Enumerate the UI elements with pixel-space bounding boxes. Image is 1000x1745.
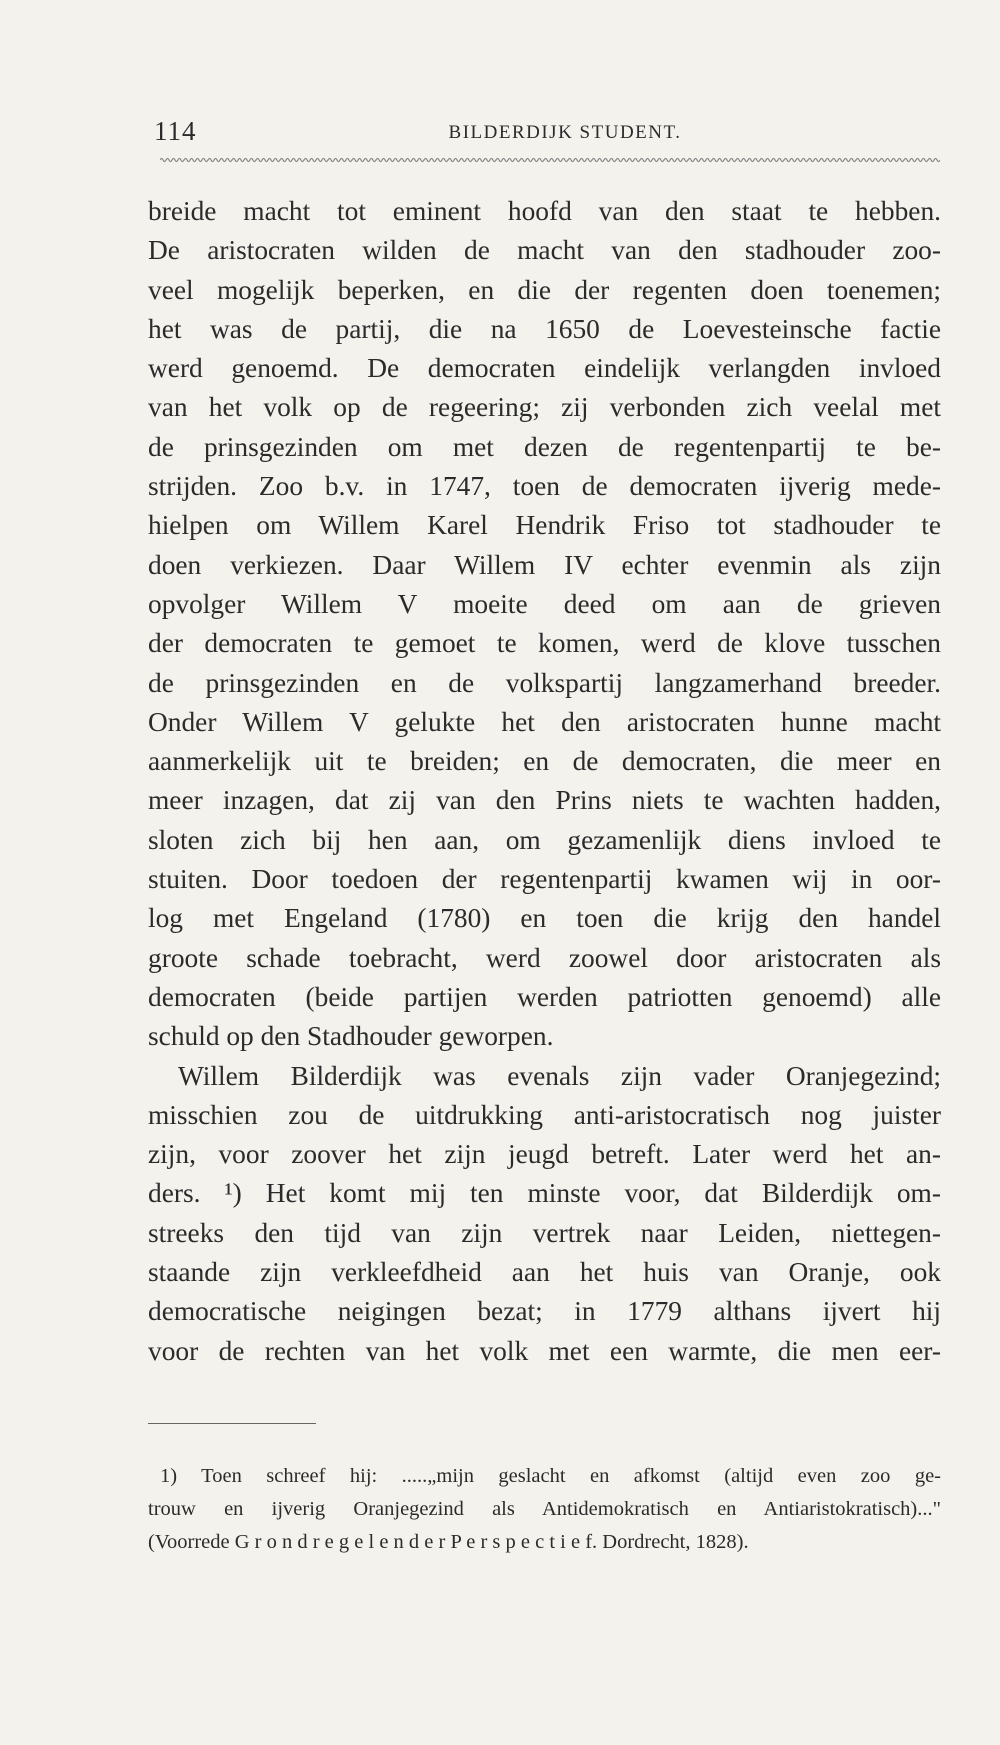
footnotes: [148, 1460, 941, 1559]
text-line: de prinsgezinden en de volkspartij langzamerhand breeder.: [148, 667, 941, 698]
text-line: werd genoemd. De democraten eindelijk verlangden invloed: [148, 353, 941, 384]
text-line: stuiten. Door toedoen der regentenpartij kwamen wij in oor-: [148, 864, 941, 895]
text-line: log met Engeland (1780) en toen die krijg den handel: [148, 903, 941, 934]
text-line: democratische neigingen bezat; in 1779 althans ijvert hij: [148, 1296, 941, 1327]
text-line: De aristocraten wilden de macht van den stadhouder zoo-: [148, 235, 941, 266]
text-line: het was de partij, die na 1650 de Loevesteinsche factie: [148, 313, 941, 344]
text-line: hielpen om Willem Karel Hendrik Friso tot stadhouder te: [148, 510, 941, 541]
running-head: BILDERDIJK STUDENT.: [448, 122, 682, 143]
page-number: 114: [154, 116, 197, 146]
text-line: voor de rechten van het volk met een warmte, die men eer-: [148, 1335, 941, 1366]
text-line: Willem Bilderdijk was evenals zijn vader Oranjegezind;: [178, 1060, 941, 1091]
text-line: van het volk op de regeering; zij verbonden zich veelal met: [148, 392, 941, 423]
text-line: doen verkiezen. Daar Willem IV echter evenmin als zijn: [148, 549, 941, 580]
text-line: schuld op den Stadhouder geworpen.: [148, 1021, 554, 1052]
text-line: aanmerkelijk uit te breiden; en de democraten, die meer en: [148, 746, 941, 777]
footnote-line: trouw en ijverig Oranjegezind als Antidemokratisch en Antiaristokratisch)...": [148, 1498, 941, 1520]
text-line: groote schade toebracht, werd zoowel door aristocraten als: [148, 942, 941, 973]
text-line: staande zijn verkleefdheid aan het huis van Oranje, ook: [148, 1257, 941, 1288]
text-line: meer inzagen, dat zij van den Prins niets te wachten hadden,: [148, 785, 941, 816]
text-line: breide macht tot eminent hoofd van den staat te hebben.: [148, 196, 941, 226]
footnote-divider: [148, 1423, 316, 1424]
body-text: [148, 192, 941, 1371]
text-line: streeks den tijd van zijn vertrek naar Leiden, niettegen-: [148, 1217, 941, 1248]
text-line: sloten zich bij hen aan, om gezamenlijk diens invloed te: [148, 824, 941, 855]
footnote-line: (Voorrede G r o n d r e g e l e n d e r P e r s p e c t i e f. Dordrecht, 1828).: [148, 1531, 749, 1553]
text-line: zijn, voor zoover het zijn jeugd betreft. Later werd het an-: [148, 1139, 941, 1170]
text-line: opvolger Willem V moeite deed om aan de grieven: [148, 588, 941, 619]
text-line: Onder Willem V gelukte het den aristocraten hunne macht: [148, 706, 941, 737]
text-line: misschien zou de uitdrukking anti-aristocratisch nog juister: [148, 1099, 941, 1130]
page-header: [150, 108, 940, 148]
text-line: veel mogelijk beperken, en die der regenten doen toenemen;: [148, 274, 941, 305]
footnote-line: 1) Toen schreef hij: .....„mijn geslacht en afkomst (altijd even zoo ge-: [160, 1465, 941, 1487]
text-line: der democraten te gemoet te komen, werd de klove tusschen: [148, 628, 941, 659]
text-line: ders. ¹) Het komt mij ten minste voor, dat Bilderdijk om-: [148, 1178, 941, 1209]
text-line: de prinsgezinden om met dezen de regentenpartij te be-: [148, 431, 941, 462]
text-line: strijden. Zoo b.v. in 1747, toen de democraten ijverig mede-: [148, 471, 941, 502]
text-line: democraten (beide partijen werden patriotten genoemd) alle: [148, 981, 941, 1012]
wavy-rule-divider: [160, 156, 940, 164]
